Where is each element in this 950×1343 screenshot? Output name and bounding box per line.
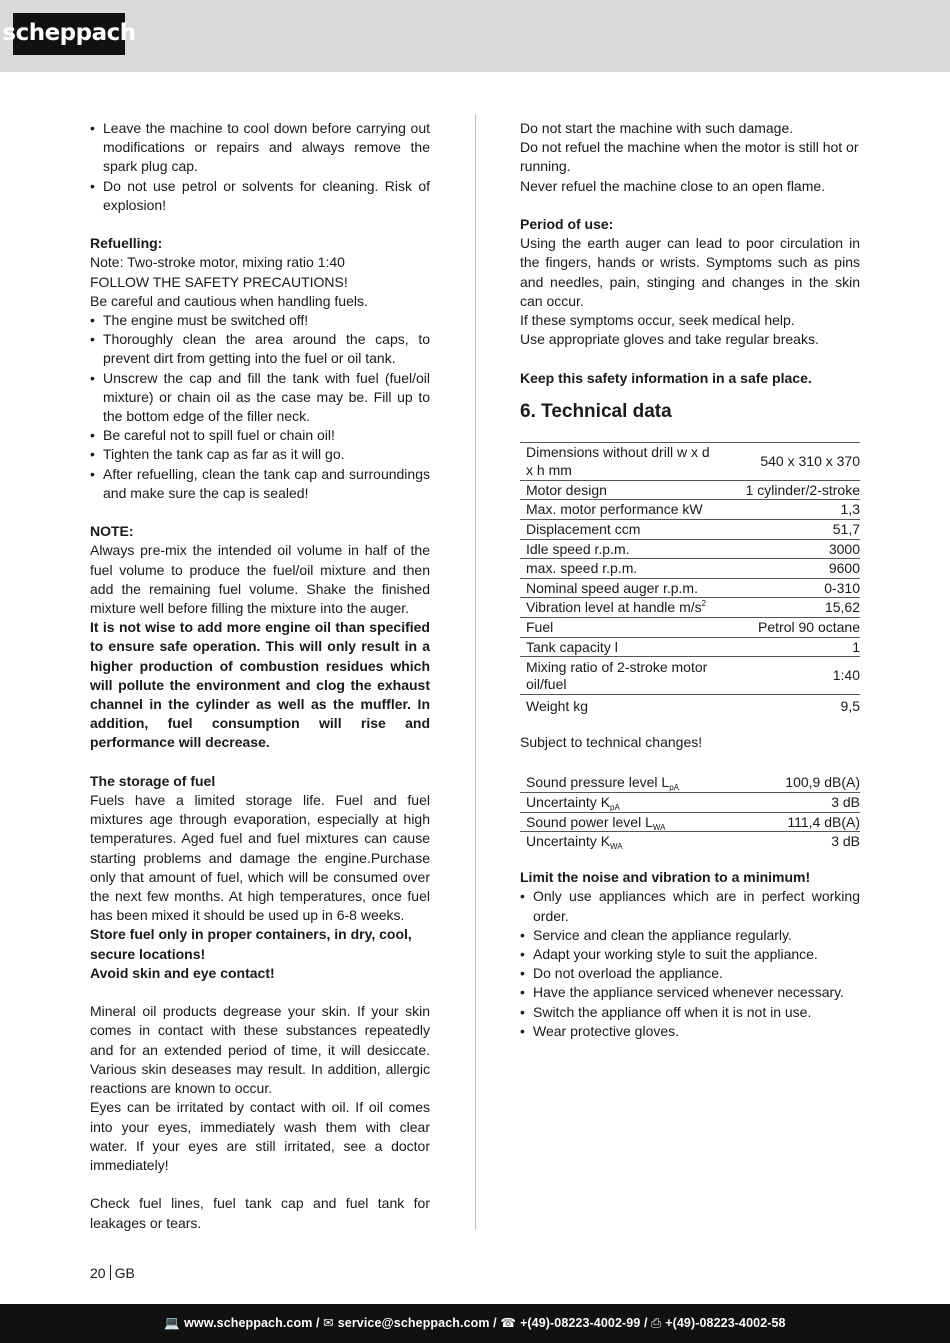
intro-bullet-list <box>90 119 430 215</box>
noise-value: 111,4 dB(A) <box>740 812 860 832</box>
list-item: • Adapt your working style to suit the appliance. <box>520 945 860 964</box>
table-row <box>520 637 860 657</box>
check-fuel-text: Check fuel lines, fuel tank cap and fuel tank for leakages or tears. <box>90 1195 430 1231</box>
spec-label: max. speed r.p.m. <box>520 559 720 579</box>
spec-value: 51,7 <box>720 520 860 540</box>
spec-label: Mixing ratio of 2-stroke motor oil/fuel <box>520 657 720 695</box>
column-divider <box>475 114 476 1230</box>
list-item: • Switch the appliance off when it is not in use. <box>520 1003 860 1022</box>
technical-data-table <box>520 442 860 717</box>
refuel-note: Note: Two-stroke motor, mixing ratio 1:40 <box>90 254 345 271</box>
skin-eye-warning: Avoid skin and eye contact! <box>90 964 275 981</box>
section-title: 6. Technical data <box>520 400 672 422</box>
spec-value: 540 x 310 x 370 <box>720 442 860 480</box>
spec-value: 9600 <box>720 559 860 579</box>
note-warning: It is not wise to add more engine oil than specified to ensure safe operation. This will only result in a higher production of combustion residues which will pollute the environment and clog the exhaust channel in the cylinder as well as the muffler. In addition, fuel consumption will rise and performance will decrease. <box>90 619 430 751</box>
period-line: If these symptoms occur, seek medical help. <box>520 312 795 329</box>
refuel-hot-line: Do not refuel the machine when the motor is still hot or running. <box>520 139 859 175</box>
list-item: • Unscrew the cap and fill the tank with fuel (fuel/oil mixture) or chain oil as the case may be. Fill up to the bottom edge of the filler neck. <box>90 369 430 427</box>
period-heading: Period of use: <box>520 216 614 232</box>
spec-label: Vibration level at handle $m/s^2$ <box>520 598 720 618</box>
storage-heading: The storage of fuel <box>90 772 216 789</box>
spec-label: Dimensions without drill w x d x h mm <box>520 442 720 480</box>
table-row <box>520 578 860 598</box>
spec-label: Tank capacity l <box>520 637 720 657</box>
list-item: • Wear protective gloves. <box>520 1022 860 1041</box>
list-item: • Have the appliance serviced whenever necessary. <box>520 983 860 1002</box>
footer-website-link[interactable]: www.scheppach.com / <box>184 1315 320 1330</box>
table-row <box>520 500 860 520</box>
list-item: • Thoroughly clean the area around the caps, to prevent dirt from getting into the fuel or oil tank. <box>90 330 430 368</box>
footer-bar <box>0 1304 950 1343</box>
table-row <box>520 812 860 832</box>
refuel-bullet-list <box>90 311 430 503</box>
noise-label: Uncertainty $K_{pA}$ <box>520 792 740 812</box>
footer-fax: +(49)-08223-4002-58 <box>665 1315 786 1330</box>
footer-phone: +(49)-08223-4002-99 / <box>519 1315 648 1330</box>
table-row <box>520 617 860 637</box>
list-item: • Service and clean the appliance regularly. <box>520 926 860 945</box>
noise-table <box>520 773 860 851</box>
period-line: Use appropriate gloves and take regular breaks. <box>520 331 819 348</box>
page-number <box>90 1264 135 1283</box>
header-bar <box>0 0 950 72</box>
table-row <box>520 695 860 717</box>
left-column <box>90 119 430 1233</box>
spec-label: Nominal speed auger r.p.m. <box>520 578 720 598</box>
storage-text: Fuels have a limited storage life. Fuel and fuel mixtures age through evaporation, especially at high temperatures. Aged fuel and fuel mixtures can cause starting problems and damage the engine.Purchase only that amount of fuel, which will be consumed over the next few months. At high temperatures, once fuel has been mixed it should be used up in 6-8 weeks. <box>90 792 430 924</box>
list-item: • The engine must be switched off! <box>90 311 430 330</box>
spec-value: 9,5 <box>840 697 860 714</box>
subscript: WA <box>652 822 666 832</box>
refuelling-heading: Refuelling: <box>90 235 163 252</box>
spec-value: 3000 <box>720 539 860 559</box>
table-row <box>520 539 860 559</box>
list-item: • Do not use petrol or solvents for cleaning. Risk of explosion! <box>90 177 430 215</box>
page-language: GB <box>114 1265 135 1281</box>
email-icon: ✉ <box>323 1315 334 1330</box>
damage-line: Do not start the machine with such damage. <box>520 120 794 136</box>
note-text: Always pre-mix the intended oil volume in half of the fuel volume to produce the fuel/oil mixture and then add the remaining fuel volume. Shake the finished mixture well before filling the mixture into the auger. <box>90 542 430 617</box>
table-row <box>520 520 860 540</box>
computer-icon: 💻 <box>164 1315 181 1330</box>
table-row <box>520 773 860 793</box>
spec-value: 1 <box>720 637 860 657</box>
table-row <box>520 598 860 618</box>
list-item: • Do not overload the appliance. <box>520 964 860 983</box>
refuel-precautions: FOLLOW THE SAFETY PRECAUTIONS! <box>90 273 348 290</box>
noise-value: 3 dB <box>831 833 860 850</box>
table-row <box>520 657 860 695</box>
spec-value: Petrol 90 octane <box>720 617 860 637</box>
noise-value: 100,9 dB(A) <box>740 773 860 793</box>
noise-value: 3 dB <box>740 792 860 812</box>
spec-value: 1,3 <box>720 500 860 520</box>
note-heading: NOTE: <box>90 523 134 540</box>
table-row <box>520 832 860 852</box>
limit-bullet-list <box>520 887 860 1041</box>
noise-label: Uncertainty $K_{WA}$ <box>526 833 623 852</box>
superscript: 2 <box>701 599 707 609</box>
spec-value: 0-310 <box>720 578 860 598</box>
list-item: • Tighten the tank cap as far as it will go. <box>90 445 430 464</box>
limit-heading: Limit the noise and vibration to a minimum! <box>520 869 811 886</box>
spec-label: Weight kg <box>526 697 588 714</box>
subject-to-changes: Subject to technical changes! <box>520 733 703 750</box>
spec-label: Max. motor performance kW <box>520 500 720 520</box>
list-item: • Be careful not to spill fuel or chain oil! <box>90 426 430 445</box>
period-text: Using the earth auger can lead to poor circulation in the fingers, hands or wrists. Symptoms such as pins and needles, pain, stinging and changes in the skin can occur. <box>520 235 860 309</box>
phone-icon: ☎ <box>500 1315 516 1330</box>
spec-label: Idle speed r.p.m. <box>520 539 720 559</box>
spec-value: 1 cylinder/2-stroke <box>720 480 860 500</box>
eyes-text: Eyes can be irritated by contact with oil. If oil comes into your eyes, immediately wash them with clear water. If your eyes are still irritated, see a doctor immediately! <box>90 1099 430 1173</box>
noise-label: Sound pressure level $L_{pA}$ <box>520 773 740 793</box>
spec-label: Displacement ccm <box>520 520 720 540</box>
table-row <box>520 792 860 812</box>
spec-label: Fuel <box>520 617 720 637</box>
list-item: • Leave the machine to cool down before carrying out modifications or repairs and always remove the spark plug cap. <box>90 119 430 177</box>
page-number-value: 20 <box>90 1265 106 1281</box>
subscript: pA <box>669 783 679 793</box>
table-row <box>520 559 860 579</box>
spec-value: 15,62 <box>720 598 860 618</box>
table-row <box>520 442 860 480</box>
subscript: pA <box>610 803 620 812</box>
right-column <box>520 119 860 1041</box>
mineral-oil-text: Mineral oil products degrease your skin. If your skin comes in contact with these substances repeatedly and for an extended period of time, it will desiccate. Various skin deseases may result. In addition, allergic reactions are known to occur. <box>90 1003 430 1097</box>
flame-line: Never refuel the machine close to an open flame. <box>520 177 826 194</box>
table-row <box>520 480 860 500</box>
storage-warning: Store fuel only in proper containers, in dry, cool, secure locations! <box>90 926 412 962</box>
noise-label: Sound power level $L_{WA}$ <box>520 812 740 832</box>
footer-email-link[interactable]: service@scheppach.com / <box>337 1315 497 1330</box>
spec-value: 1:40 <box>720 657 860 695</box>
refuel-caution: Be careful and cautious when handling fuels. <box>90 292 368 309</box>
fax-icon: ⎙ <box>651 1315 662 1330</box>
list-item: • Only use appliances which are in perfect working order. <box>520 887 860 925</box>
subscript: WA <box>610 842 623 852</box>
spec-label: Motor design <box>520 480 720 500</box>
scheppach-logo: scheppach <box>13 13 125 55</box>
list-item: • After refuelling, clean the tank cap and surroundings and make sure the cap is sealed! <box>90 465 430 503</box>
keep-safety-text: Keep this safety information in a safe place. <box>520 369 812 386</box>
